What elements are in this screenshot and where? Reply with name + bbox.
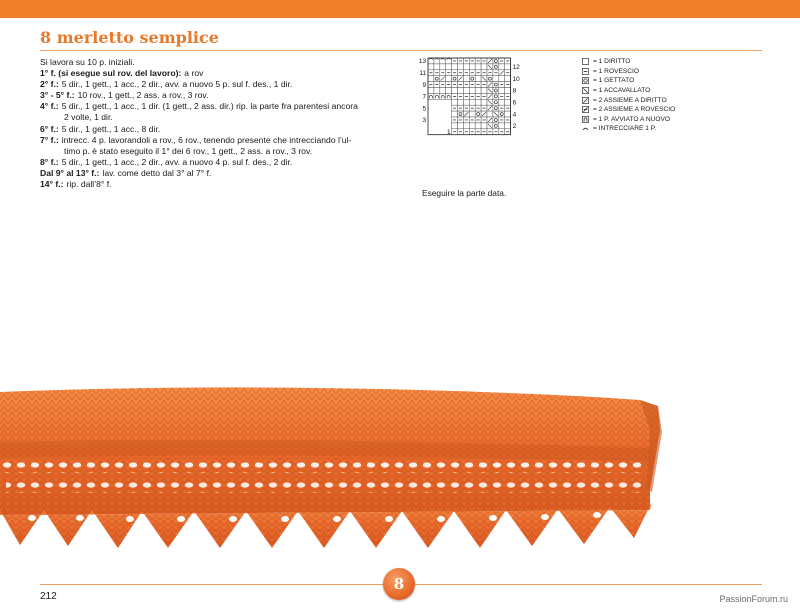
chart-row-number: 6 xyxy=(512,99,517,107)
instruction-line xyxy=(40,90,390,101)
legend-item xyxy=(582,67,772,77)
instruction-row-text: Si lavora su 10 p. iniziali. xyxy=(40,57,135,67)
chart-row-number: 10 xyxy=(512,75,520,83)
knitting-instructions xyxy=(40,57,390,190)
chart-legend xyxy=(582,57,772,134)
chart-row-number: 1 xyxy=(447,128,451,136)
instruction-row-label: 3° - 5° f.: xyxy=(40,90,75,101)
chart-row-number: 3 xyxy=(422,117,426,125)
chart-row-number: 11 xyxy=(419,69,426,77)
instruction-row-text: 10 rov., 1 gett., 2 ass. a rov., 3 rov. xyxy=(77,90,209,101)
instruction-line xyxy=(40,112,390,123)
chart-row-number: 9 xyxy=(422,81,426,89)
instruction-row-text: 2 volte, 1 dir. xyxy=(64,112,113,123)
watermark: PassionForum.ru xyxy=(719,594,788,604)
instruction-row-text: a rov xyxy=(184,68,204,79)
dash-square-icon xyxy=(582,68,589,75)
instruction-row-text: rip. dall’8° f. xyxy=(66,179,112,190)
instruction-row-text: 5 dir., 1 gett., 1 acc., 2 dir., avv. a nuovo 5 p. sul f. des., 1 dir. xyxy=(61,79,293,90)
instruction-line xyxy=(40,124,390,135)
legend-item xyxy=(582,124,772,134)
chart-row-number: 2 xyxy=(512,123,517,131)
instruction-line xyxy=(40,57,390,68)
legend-item xyxy=(582,115,772,125)
instruction-row-label: 1° f. (si esegue sul rov. del lavoro): xyxy=(40,68,182,79)
lace-edging-photo xyxy=(0,370,800,580)
instruction-line xyxy=(40,168,390,179)
legend-label: = 1 P. AVVIATO A NUOVO xyxy=(593,115,671,123)
chart-row-number: 4 xyxy=(512,111,517,119)
legend-item xyxy=(582,86,772,96)
legend-label: = 1 DIRITTO xyxy=(593,58,631,66)
chart-caption: Eseguire la parte data. xyxy=(422,188,507,198)
instruction-row-text: 5 dir., 1 gett., 1 acc., 8 dir. xyxy=(61,123,161,134)
top-banner xyxy=(0,0,800,18)
instruction-row-label: 14° f.: xyxy=(40,179,64,190)
page-number: 212 xyxy=(40,591,57,602)
empty-square-icon xyxy=(582,58,589,65)
instruction-row-text: lav. come detto dal 3° al 7° f. xyxy=(102,167,212,178)
instruction-row-text: 5 dir., 1 gett., 1 acc., 2 dir., avv. a nuovo 4 p. sul f. des., 2 dir. xyxy=(61,156,293,167)
circle-square-icon xyxy=(582,77,589,84)
chart-row-number: 7 xyxy=(422,93,426,101)
stitch-chart xyxy=(414,55,544,147)
instruction-line xyxy=(40,157,390,168)
instruction-line xyxy=(40,101,390,112)
instruction-row-text: 5 dir., 1 gett., 1 acc., 1 dir. (1 gett., 2 ass. dir.) rip. la parte fra parentesi ancora xyxy=(61,101,358,112)
instruction-row-label: Dal 9° al 13° f.: xyxy=(40,167,100,178)
legend-item xyxy=(582,105,772,115)
instruction-line xyxy=(40,146,390,157)
instruction-row-text: intrecc. 4 p. lavorandoli a rov., 6 rov., tenendo presente che intrecciando l’ul- xyxy=(61,134,352,145)
stitch-chart-grid xyxy=(414,55,544,147)
legend-label: = INTRECCIARE 1 P. xyxy=(593,125,657,133)
chart-row-number: 13 xyxy=(418,58,426,66)
instruction-line xyxy=(40,79,390,90)
arc-icon xyxy=(582,125,589,132)
legend-item xyxy=(582,76,772,86)
backslash-square-icon xyxy=(582,87,589,94)
legend-item xyxy=(582,95,772,105)
instruction-row-text: timo p. è stato eseguito il 1° dei 6 rov., 1 gett., 2 ass. a rov., 3 rov. xyxy=(64,145,313,156)
chart-row-number: 8 xyxy=(512,87,517,95)
legend-label: = 2 ASSIEME A DIRITTO xyxy=(593,96,667,104)
title-divider xyxy=(40,50,762,51)
page-title: 8 merletto semplice xyxy=(40,28,219,47)
instruction-line xyxy=(40,135,390,146)
instruction-row-label: 7° f.: xyxy=(40,134,59,145)
chart-row-number: 12 xyxy=(512,64,520,72)
legend-item xyxy=(582,57,772,67)
loop-square-icon xyxy=(582,116,589,123)
slash-dash-square-icon xyxy=(582,106,589,113)
pattern-number-badge: 8 xyxy=(383,568,415,600)
legend-label: = 2 ASSIEME A ROVESCIO xyxy=(593,106,676,114)
chart-row-number: 5 xyxy=(422,105,426,113)
instruction-row-label: 6° f.: xyxy=(40,123,59,134)
slash-square-icon xyxy=(582,97,589,104)
instruction-row-label: 4° f.: xyxy=(40,101,59,112)
instruction-line xyxy=(40,68,390,79)
legend-label: = 1 ACCAVALLATO xyxy=(593,87,651,95)
instruction-row-label: 2° f.: xyxy=(40,79,59,90)
legend-label: = 1 ROVESCIO xyxy=(593,67,639,75)
instruction-line xyxy=(40,179,390,190)
legend-label: = 1 GETTATO xyxy=(593,77,635,85)
instruction-row-label: 8° f.: xyxy=(40,156,59,167)
